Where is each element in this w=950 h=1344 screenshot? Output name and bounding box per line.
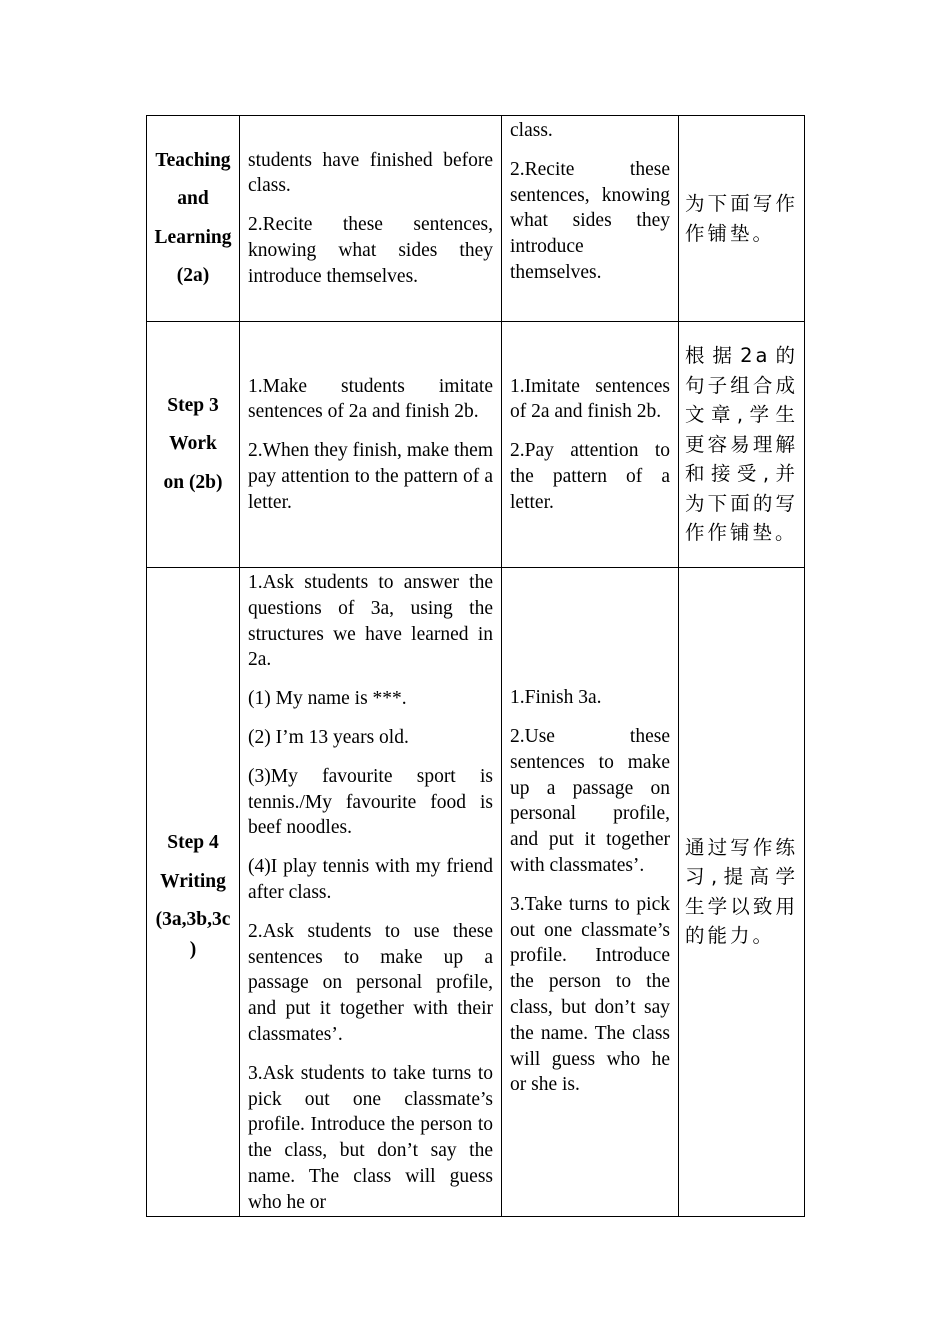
step-label-line: and — [177, 188, 209, 209]
student-activity-text: 2.Use these sentences to make up a passage on personal profile, and put it together with classmates’. — [510, 726, 670, 877]
teacher-activity-text: (3)My favourite sport is tennis./My favourite food is beef noodles. — [248, 765, 493, 839]
teacher-activity-text: (2) I’m 13 years old. — [248, 726, 409, 748]
purpose-cell — [679, 116, 805, 322]
purpose-cell — [679, 322, 805, 568]
step-label-line: Step 3 — [167, 394, 219, 416]
table-row — [147, 568, 805, 1217]
teacher-activity-text: 1.Ask students to answer the questions of 3a, using the structures we have learned in 2a. — [248, 572, 493, 671]
purpose-cell — [679, 568, 805, 1217]
step-label-line: (3a,3b,3c — [155, 909, 231, 931]
table-row — [147, 116, 805, 322]
teacher-activity-text: 1.Make students imitate sentences of 2a and finish 2b. — [248, 375, 493, 423]
student-activity-text: class. — [510, 120, 553, 141]
step-label-line: Learning — [154, 226, 232, 248]
student-activity-text: 3.Take turns to pick out one classmate’s profile. Introduce the person to the class, but don’t say the name. The class will guess who he or she is. — [510, 893, 670, 1096]
step-label-line: Step 4 — [167, 832, 219, 854]
step-cell — [147, 322, 240, 568]
step-label-line: Work — [169, 433, 217, 455]
teacher-activity-text: 2.When they finish, make them pay attention to the pattern of a letter. — [248, 440, 493, 513]
step-cell — [147, 116, 240, 322]
step-label-line: on (2b) — [163, 471, 223, 493]
step-cell — [147, 568, 240, 1217]
teacher-activity-text: 2.Ask students to use these sentences to make up a passage on personal profile, and put it together with their classmates’. — [248, 920, 493, 1045]
student-activity-text: 2.Recite these sentences, knowing what sides they introduce themselves. — [510, 158, 670, 283]
teacher-activity-cell — [240, 322, 502, 568]
student-activity-text: 1.Finish 3a. — [510, 687, 602, 709]
teacher-activity-text: (1) My name is ***. — [248, 688, 407, 710]
student-activity-cell — [502, 322, 679, 568]
step-label-line: Teaching — [155, 149, 231, 171]
step-label-line: (2a) — [176, 265, 210, 286]
student-activity-cell — [502, 116, 679, 322]
purpose-text: 为下面写作作铺垫。 — [685, 192, 798, 245]
student-activity-text: 2.Pay attention to the pattern of a letter. — [510, 440, 670, 513]
lesson-plan-table — [146, 115, 805, 1217]
teacher-activity-text: 3.Ask students to take turns to pick out one classmate’s profile. Introduce the person to the class, but don’t say the name. The class will guess who he or — [248, 1062, 493, 1213]
teacher-activity-text: (4)I play tennis with my friend after class. — [248, 856, 493, 903]
student-activity-cell — [502, 568, 679, 1217]
student-activity-text: 1.Imitate sentences of 2a and finish 2b. — [510, 375, 670, 423]
purpose-text: 通过写作练习,提高学生学以致用的能力。 — [685, 835, 798, 948]
step-label-line: ) — [189, 938, 197, 960]
teacher-activity-cell — [240, 116, 502, 322]
teacher-activity-cell — [240, 568, 502, 1217]
teacher-activity-text: students have finished before class. — [248, 149, 493, 197]
table-row — [147, 322, 805, 568]
step-label-line: Writing — [160, 870, 226, 892]
teacher-activity-text: 2.Recite these sentences, knowing what sides they introduce themselves. — [248, 214, 493, 287]
purpose-text: 根据2a的句子组合成文章,学生更容易理解和接受,并为下面的写作作铺垫。 — [685, 344, 798, 545]
